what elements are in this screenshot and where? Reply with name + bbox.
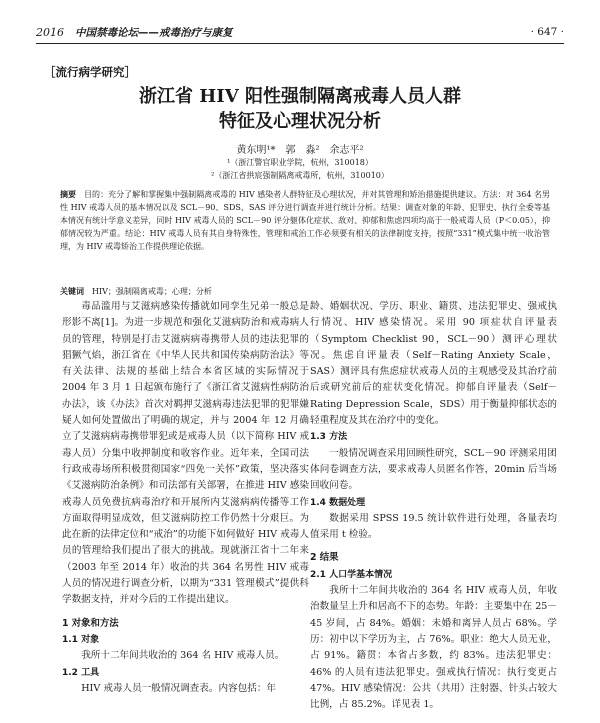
subsection-heading-data: 1.4 数据处理 — [310, 497, 366, 508]
title-line-1: 浙江省 HIV 阳性强制隔离戒毒人员人群 — [139, 86, 461, 107]
journal-name: 2016 中国禁毒论坛——戒毒治疗与康复 — [36, 26, 233, 39]
column-tag: ［流行病学研究］ — [44, 65, 136, 79]
subsection-heading-basic: 2.1 人口学基本情况 — [310, 569, 393, 580]
keywords-label: 关键词 — [60, 287, 84, 296]
section-heading-methods: 1 对象和方法 — [62, 617, 119, 629]
abstract-label: 摘要 — [60, 190, 77, 199]
right-column — [310, 299, 557, 713]
article-title — [0, 84, 600, 134]
abstract — [60, 188, 550, 253]
method-paragraph: 一般情况调查采用回顾性研究，SCL－90 评测采用团体问卷调查方法，要求戒毒人员匿名作答，20min 后当场回收问卷。 — [310, 447, 557, 492]
subsection-heading-method: 1.3 方法 — [310, 432, 348, 443]
keywords-text: HIV；强制隔离戒毒；心理；分析 — [92, 287, 212, 296]
tools-paragraph-cont: 龄、婚姻状况、学历、职业、籍贯、违法犯罪史、强戒执行情况、HIV 感染情况。采用 90 项症状自评量表（Symptom Checklist 90，SCL－90）测评心理状况。焦虑自评量表（Self－Rating Anxiety Scale，SAS）测评具有焦虑症状戒毒人员的主观感受及其治疗前后或研究前后的症状变化情况。抑郁自评量表（Self－Rating Depression Scale，SDS）用于衡量抑郁状态的轻重程度及其在治疗中的变化。 — [310, 301, 557, 427]
subsection-heading-subjects: 1.1 对象 — [62, 634, 100, 645]
section-heading-results: 2 结果 — [310, 552, 339, 564]
left-column — [62, 299, 309, 697]
header-rule — [36, 43, 564, 44]
title-line-2: 特征及心理状况分析 — [219, 111, 381, 132]
intro-paragraph: 毒品滥用与艾滋病感染传播就如同孪生兄弟一般总是形影不离[1]。为进一步规范和强化艾滋病防治和戒毒病人员的管理，特别是打击艾滋病病毒携带人员的违法犯罪的猖獗气焰，浙江省在《中华人民共和国传染病防治法》等有关法律、法规的基础上结合本省区域的实际情况于 2004 年 3 月 1 日起颁布施行了《浙江省艾滋病性病防治办法》，该《办法》首次对羁押艾滋病毒违法犯罪的犯罪嫌疑人如何处置做出了明确的规定，并与 2004 年 12 月确立了艾滋病病毒携带罪犯或是戒毒人员（以下简称 HIV 戒毒人员）分集中收押制度和收容作业。近年来，全国司法行政戒毒场所积极贯彻国家“四免一关怀”政策，坚决落实《艾滋病防治条例》和司法部有关部署，在推进 HIV 感染戒毒人员免费抗病毒治疗和开展所内艾滋病病传播等工作方面取得明显成效，但艾滋病防控工作仍然十分艰巨。为此在新的法律定位和“戒治”的功能下如何做好 HIV 戒毒人员的管理给我们提出了很大的挑战。现就浙江省十二年来（2003 年至 2014 年）收治的共 364 名男性 HIV 戒毒人员的情况进行调查分析，以期为“331 管理模式”提供科学数据支持，并对今后的工作提出建议。 — [62, 301, 309, 606]
data-paragraph: 数据采用 SPSS 19.5 统计软件进行处理，各量表均值采用 t 检验。 — [310, 512, 557, 541]
page-number: · 647 · — [530, 26, 564, 38]
subsection-heading-tools: 1.2 工具 — [62, 667, 100, 678]
abstract-text: 目的：充分了解和掌握集中强制隔离戒毒的 HIV 感染者人群特征及心理状况，并对其管理和矫治措施提供建议。方法：对 364 名男性 HIV 戒毒人员的基本情况以及 SCL－90、SDS、SAS 评分进行调查并进行统计分析。结果：调查对象的年龄、犯罪史、执行全委等基本情况有统计学意义差异，同时 HIV 戒毒人员的 SCL－90 评分躯体化症状、敌对、抑郁和焦虑四项均高于一般戒毒人员（P＜0.05），抑郁情况较为严重。结论：HIV 戒毒人员有其自身特殊性，管理和戒治工作必须要有相关的法律制度支持，按照“331”模式集中统一收治管理，为 HIV 戒毒矫治工作提供理论依据。 — [60, 190, 551, 251]
authors: 黄东明¹* 郭 淼² 余志平² — [236, 145, 364, 156]
basic-paragraph: 我所十二年间共收治的 364 名 HIV 戒毒人员，年收治数量呈上升和居高不下的态势。年龄：主要集中在 25－45 岁间，占 84%。婚姻：未婚和离异人员占 68%。学历：初中以下学历为主，占 76%。职业：绝大人员无业，占 91%。籍贯：本省占多数，约 83%。违法犯罪史：46% 的人员有违法犯罪史。强戒执行情况：执行变更占 47%。HIV 感染情况：公共（共用）注射器、针头占较大比例，占 85.2%。详见表 1。 — [310, 585, 557, 711]
subjects-paragraph: 我所十二年间共收治的 364 名 HIV 戒毒人员。 — [81, 650, 285, 662]
keywords — [60, 286, 550, 297]
affiliation-2: ²（浙江省拱宸强制隔离戒毒所，杭州，310010） — [211, 171, 389, 180]
tools-paragraph: HIV 戒毒人员一般情况调查表。内容包括：年 — [81, 682, 277, 694]
affiliation-1: ¹（浙江警官职业学院，杭州，310018） — [227, 158, 373, 167]
running-head — [36, 24, 564, 40]
